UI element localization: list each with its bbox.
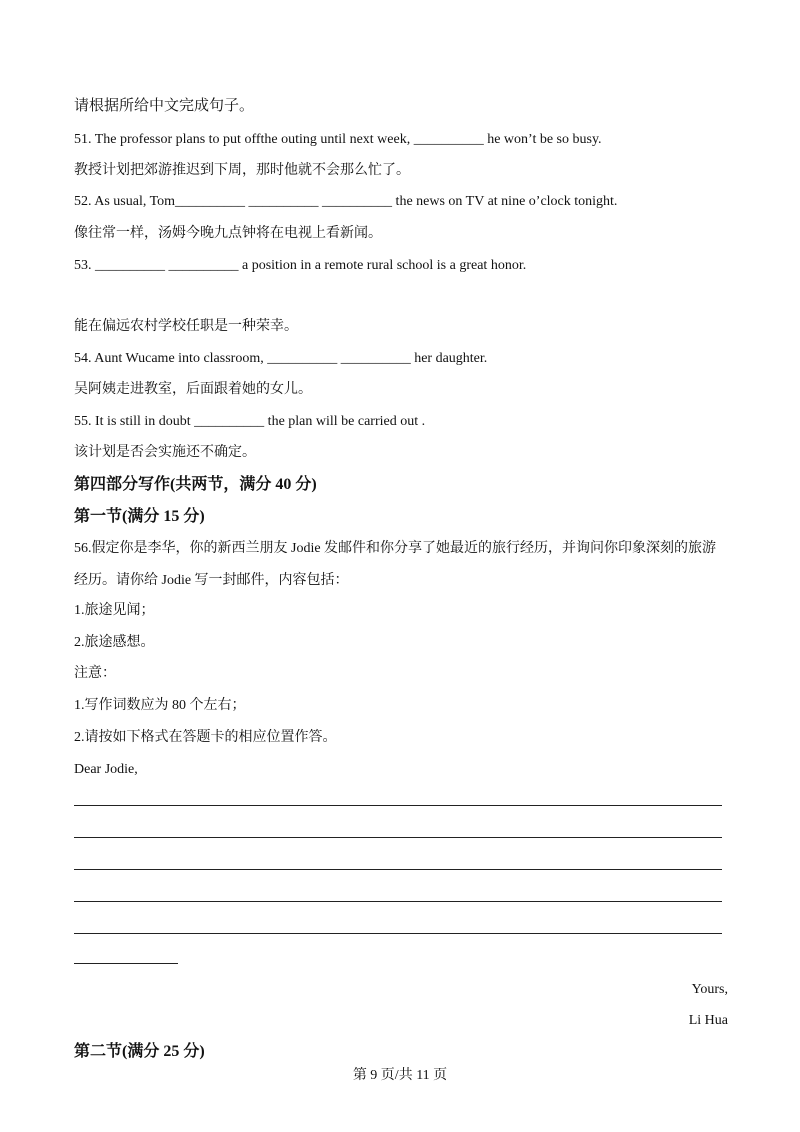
note-1: 1.写作词数应为 80 个左右； <box>74 698 246 713</box>
part4-heading: 第四部分写作(共两节，满分 40 分) <box>74 476 317 493</box>
note-2: 2.请按如下格式在答题卡的相应位置作答。 <box>74 730 337 745</box>
item-55-chinese: 该计划是否会实施还不确定。 <box>74 445 256 460</box>
item-54-english: 54. Aunt Wucame into classroom, __________ __________ her daughter. <box>74 351 488 366</box>
section1-heading: 第一节(满分 15 分) <box>74 508 205 525</box>
answer-line-short[interactable] <box>74 963 178 964</box>
closing: Yours, <box>691 982 728 997</box>
item-51-english: 51. The professor plans to put offthe outing until next week, __________ he won’t be so busy. <box>74 132 602 147</box>
page-footer: 第 9 页/共 11 页 <box>352 1068 448 1083</box>
item-51-chinese: 教授计划把郊游推迟到下周，那时他就不会那么忙了。 <box>74 163 410 178</box>
answer-line[interactable] <box>74 869 722 870</box>
answer-line[interactable] <box>74 901 722 902</box>
item-52-english: 52. As usual, Tom__________ __________ __________ the news on TV at nine o’clock tonight. <box>74 194 618 209</box>
question-56-line1: 56.假定你是李华，你的新西兰朋友 Jodie 发邮件和你分享了她最近的旅行经历，并询问你印象深刻的旅游 <box>74 541 717 556</box>
section-instruction: 请根据所给中文完成句子。 <box>74 98 255 114</box>
q56-point-2: 2.旅途感想。 <box>74 635 155 650</box>
signature: Li Hua <box>688 1013 728 1028</box>
question-56-line2: 经历。请你给 Jodie 写一封邮件，内容包括： <box>74 573 349 588</box>
answer-line[interactable] <box>74 933 722 934</box>
item-55-english: 55. It is still in doubt __________ the plan will be carried out . <box>74 414 426 429</box>
item-53-english: 53. __________ __________ a position in a remote rural school is a great honor. <box>74 258 527 273</box>
item-53-chinese: 能在偏远农村学校任职是一种荣幸。 <box>74 319 298 334</box>
section2-heading: 第二节(满分 25 分) <box>74 1043 205 1060</box>
salutation: Dear Jodie, <box>74 762 138 777</box>
answer-line[interactable] <box>74 805 722 806</box>
q56-point-1: 1.旅途见闻； <box>74 603 155 618</box>
item-54-chinese: 吴阿姨走进教室，后面跟着她的女儿。 <box>74 382 312 397</box>
item-52-chinese: 像往常一样，汤姆今晚九点钟将在电视上看新闻。 <box>74 226 382 241</box>
answer-line[interactable] <box>74 837 722 838</box>
note-label: 注意： <box>74 666 116 681</box>
